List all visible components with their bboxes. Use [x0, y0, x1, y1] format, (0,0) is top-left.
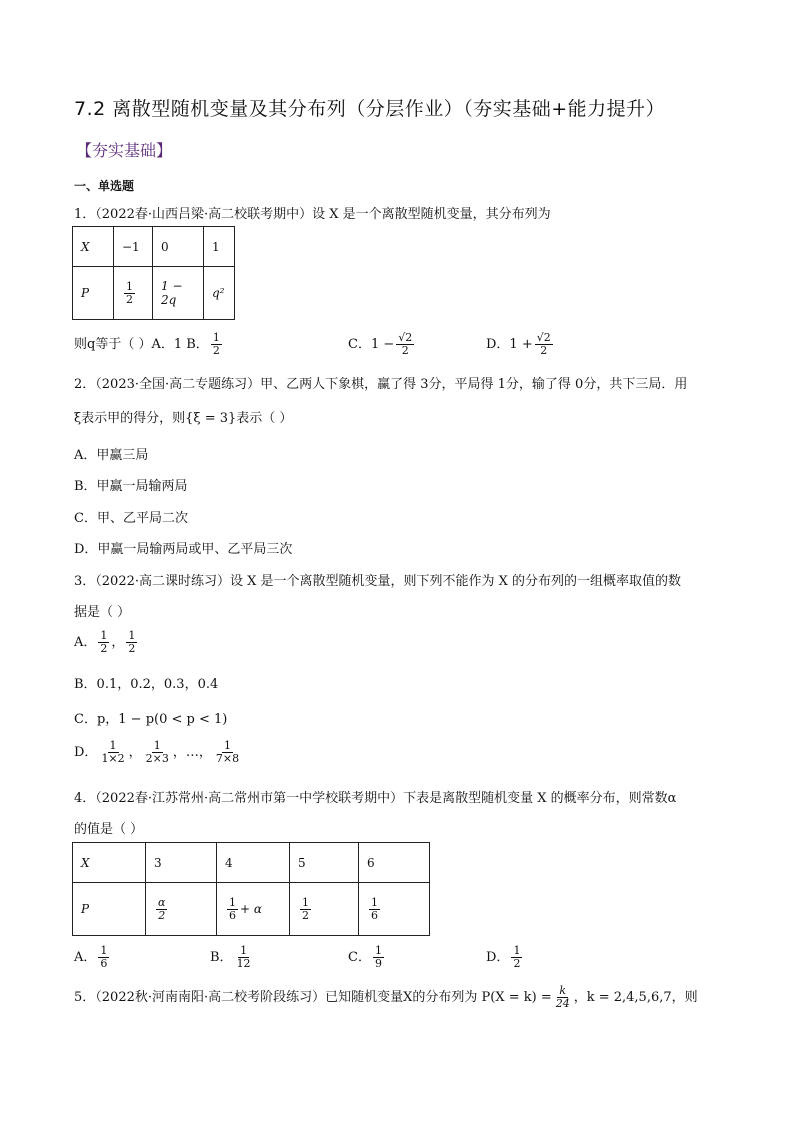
q2-stem-line2: ξ表示甲的得分，则{ξ = 3}表示（ ）: [74, 411, 293, 426]
q4-cell: 6: [359, 843, 430, 883]
q4-cell: $\frac{\alpha}{2}$: [146, 883, 217, 936]
q1-option-b-fraction: $\frac{1}{2}$: [212, 331, 220, 357]
q5-stem: 5．（2022秋·河南南阳·高二校考阶段练习）已知随机变量X的分布列为 P(X = k) = $\frac{k}{24}$ ，k = 2,4,5,6,7，则: [74, 984, 698, 1010]
q1-option-a: 则q等于（ ）A．1 B．: [74, 337, 209, 352]
q1-cell: q²: [204, 267, 235, 320]
q1-option-d: D．1 + $\frac{√2}{2}$: [486, 331, 551, 357]
q1-option-c: C．1 − $\frac{√2}{2}$: [348, 331, 413, 357]
q4-cell: $\frac{1}{2}$: [290, 883, 359, 936]
q4-cell: $\frac{1}{6}$ + α: [217, 883, 290, 936]
q3-option-c: C．p，1 − p(0 < p < 1): [74, 712, 228, 727]
q4-stem-line2: 的值是（ ）: [74, 822, 144, 837]
q3-stem-line2: 据是（ ）: [74, 605, 131, 620]
q1-cell: X: [73, 227, 114, 267]
q4-cell: $\frac{1}{6}$: [359, 883, 430, 936]
q1-cell: 1 − 2q: [153, 267, 204, 320]
q4-distribution-table: [72, 842, 430, 936]
q2-stem-line1: 2．（2023·全国·高二专题练习）甲、乙两人下象棋，赢了得 3分，平局得 1分，输了得 0分，共下三局．用: [74, 377, 688, 392]
q1-cell: [114, 267, 153, 320]
q4-option-d: D． $\frac{1}{2}$: [486, 944, 521, 970]
q4-option-a: A． $\frac{1}{6}$: [74, 944, 108, 970]
q4-cell: 3: [146, 843, 217, 883]
q2-option-b: B．甲赢一局输两局: [74, 479, 188, 494]
q3-option-b: B．0.1，0.2，0.3，0.4: [74, 677, 219, 692]
q1-cell: 1: [204, 227, 235, 267]
q4-option-c: C． $\frac{1}{9}$: [348, 944, 382, 970]
q3-option-d: D． $\frac{1}{1\times 2}$ ， $\frac{1}{2\times 3}$ ，…， $\frac{1}{7\times 8}$: [74, 739, 240, 765]
q4-stem-line1: 4．（2022春·江苏常州·高二常州市第一中学校联考期中）下表是离散型随机变量 X 的概率分布，则常数α: [74, 791, 677, 806]
q2-option-d: D．甲赢一局输两局或甲、乙平局三次: [74, 542, 293, 557]
q2-option-c: C．甲、乙平局二次: [74, 511, 188, 526]
q4-cell: 4: [217, 843, 290, 883]
q1-cell: 0: [153, 227, 204, 267]
q2-option-a: A．甲赢三局: [74, 448, 149, 463]
q4-cell: 5: [290, 843, 359, 883]
q3-stem-line1: 3．（2022·高二课时练习）设 X 是一个离散型随机变量，则下列不能作为 X 的分布列的一组概率取值的数: [74, 574, 682, 589]
q1-cell: P: [73, 267, 114, 320]
section-heading: 【夯实基础】: [76, 141, 173, 160]
fraction: $\frac{1}{2}$: [126, 279, 133, 306]
q3-option-a: A． $\frac{1}{2}$ ， $\frac{1}{2}$: [74, 629, 136, 655]
q1-stem: 1．（2022春·山西吕梁·高二校联考期中）设 X 是一个离散型随机变量，其分布列为: [74, 207, 551, 222]
q4-option-b: B． $\frac{1}{12}$: [210, 944, 251, 970]
page-title: 7.2 离散型随机变量及其分布列（分层作业）（夯实基础+能力提升）: [74, 98, 666, 120]
q1-cell: −1: [114, 227, 153, 267]
q1-options: [74, 332, 224, 357]
q1-distribution-table: [72, 226, 235, 320]
question-type-heading: 一、单选题: [74, 179, 135, 193]
q4-cell: X: [73, 843, 146, 883]
q4-cell: P: [73, 883, 146, 936]
